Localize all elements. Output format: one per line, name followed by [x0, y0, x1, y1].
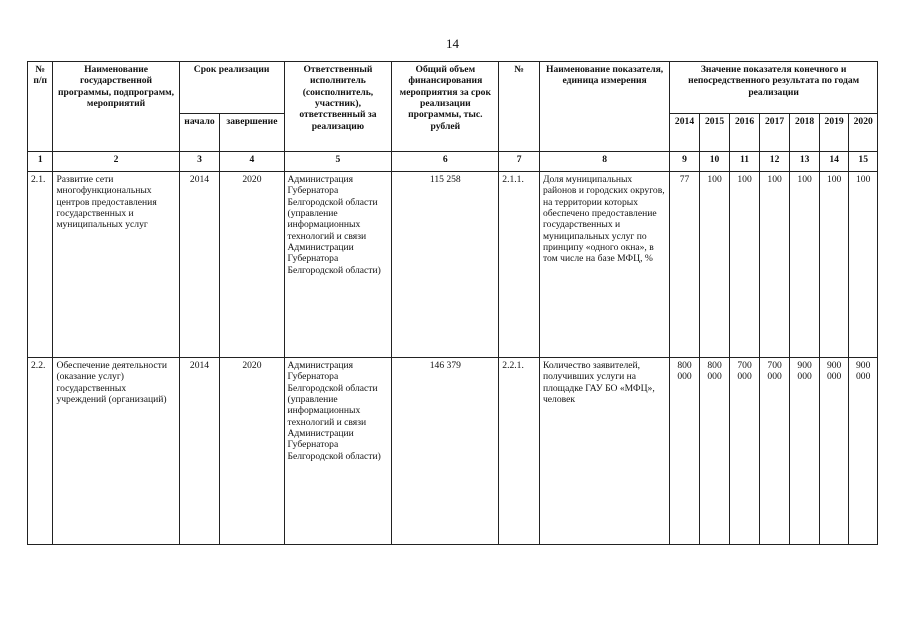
header-year: 2016: [730, 114, 760, 152]
row-value: 800 000: [699, 358, 730, 545]
column-number: 12: [759, 152, 790, 172]
row-volume: 146 379: [392, 358, 499, 545]
header-indicator-name: Наименование показателя, единица измерения: [539, 62, 669, 152]
header-year: 2017: [759, 114, 790, 152]
column-number: 1: [28, 152, 53, 172]
header-year: 2015: [699, 114, 730, 152]
header-term: Срок реализации: [179, 62, 284, 114]
header-values: Значение показателя конечного и непосредственного результата по годам реализации: [670, 62, 878, 114]
row-value: 77: [670, 172, 700, 358]
row-start: 2014: [179, 172, 220, 358]
row-end: 2020: [220, 172, 284, 358]
header-year: 2014: [670, 114, 700, 152]
row-end: 2020: [220, 358, 284, 545]
row-executor: Администрация Губернатора Белгородской области (управление информационных технологий и связи Администрации Губернатора Белгородской области): [284, 358, 392, 545]
row-indicator-num: 2.1.1.: [499, 172, 540, 358]
row-value: 900 000: [790, 358, 820, 545]
row-value: 900 000: [819, 358, 849, 545]
page-number: 14: [446, 36, 459, 51]
row-name: Развитие сети многофункциональных центров предоставления государственных и муниципальных услуг: [53, 172, 179, 358]
header-end: завершение: [220, 114, 284, 152]
row-indicator-name: Количество заявителей, получивших услуги на площадке ГАУ БО «МФЦ», человек: [539, 358, 669, 545]
column-number: 8: [539, 152, 669, 172]
header-year: 2019: [819, 114, 849, 152]
column-number: 14: [819, 152, 849, 172]
column-number: 2: [53, 152, 179, 172]
column-number: 4: [220, 152, 284, 172]
header-year: 2020: [849, 114, 878, 152]
row-indicator-name: Доля муниципальных районов и городских округов, на территории которых обеспечено предоставление государственных и муниципальных услуг по принципу «одного окна», в том числе на базе МФЦ, %: [539, 172, 669, 358]
table-row: [28, 358, 878, 545]
row-name: Обеспечение деятельности (оказание услуг) государственных учреждений (организаций): [53, 358, 179, 545]
header-volume: Общий объем финансирования мероприятия за срок реализации программы, тыс. рублей: [392, 62, 499, 152]
row-num: 2.2.: [28, 358, 53, 545]
table-row: [28, 172, 878, 358]
row-value: 800 000: [670, 358, 700, 545]
row-value: 100: [699, 172, 730, 358]
column-number: 7: [499, 152, 540, 172]
row-value: 100: [759, 172, 790, 358]
row-value: 100: [790, 172, 820, 358]
row-value: 700 000: [730, 358, 760, 545]
row-volume: 115 258: [392, 172, 499, 358]
program-table: [27, 61, 878, 545]
row-value: 700 000: [759, 358, 790, 545]
row-num: 2.1.: [28, 172, 53, 358]
header-num: № п/п: [28, 62, 53, 152]
row-indicator-num: 2.2.1.: [499, 358, 540, 545]
column-number: 6: [392, 152, 499, 172]
header-year: 2018: [790, 114, 820, 152]
column-number: 11: [730, 152, 760, 172]
column-number: 13: [790, 152, 820, 172]
column-number: 10: [699, 152, 730, 172]
row-value: 100: [819, 172, 849, 358]
row-value: 100: [849, 172, 878, 358]
header-executor: Ответственный исполнитель (соисполнитель, участник), ответственный за реализацию: [284, 62, 392, 152]
row-value: 900 000: [849, 358, 878, 545]
column-number: 3: [179, 152, 220, 172]
row-executor: Администрация Губернатора Белгородской области (управление информационных технологий и связи Администрации Губернатора Белгородской области): [284, 172, 392, 358]
row-start: 2014: [179, 358, 220, 545]
header-name: Наименование государственной программы, подпрограмм, мероприятий: [53, 62, 179, 152]
row-value: 100: [730, 172, 760, 358]
column-number: 15: [849, 152, 878, 172]
column-number: 5: [284, 152, 392, 172]
column-number: 9: [670, 152, 700, 172]
header-indicator-num: №: [499, 62, 540, 152]
header-start: начало: [179, 114, 220, 152]
